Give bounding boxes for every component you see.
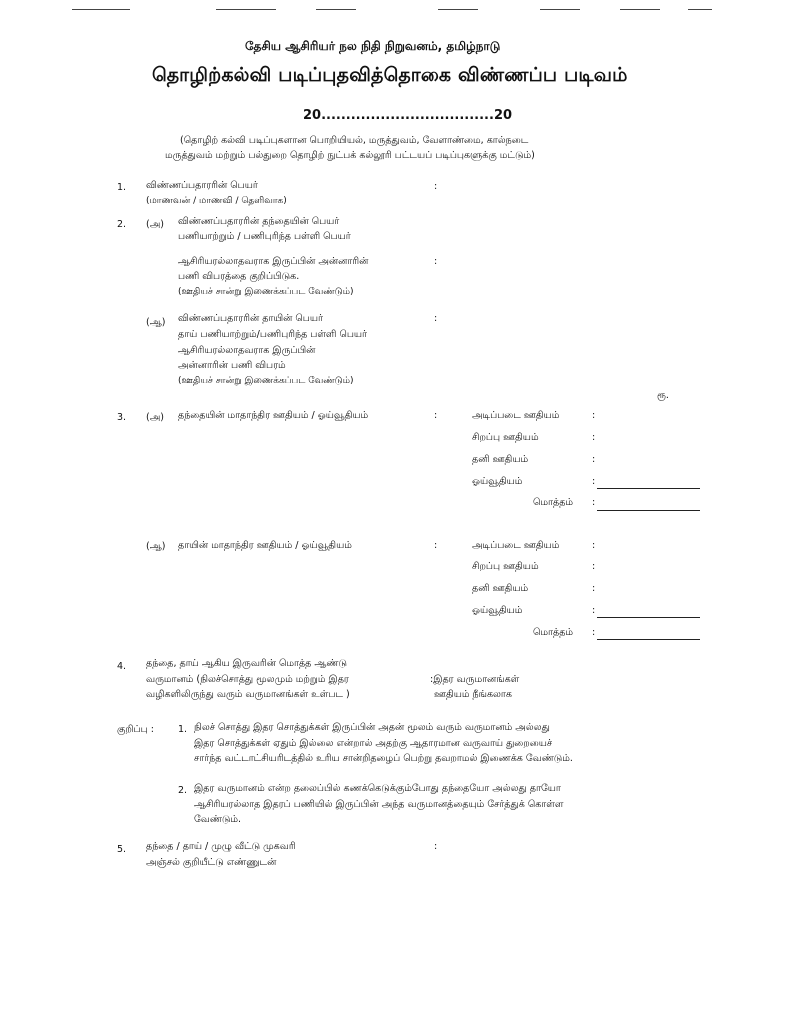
salary-certificate-note: (ஊதியச் சான்று இணைக்கப்பட வேண்டும்): [178, 287, 354, 297]
form-subtitle-line-1: (தொழிற் கல்வி படிப்புகளான பொறியியல், மருத்துவம், வேளாண்மை, கால்நடை: [180, 135, 529, 146]
father-income-label: தந்தையின் மாதாந்திர ஊதியம் / ஓய்வூதியம்: [178, 410, 369, 421]
personal-pay-label: தனி ஊதியம்: [472, 583, 529, 594]
annual-income-label-line-3: வழிகளிலிருந்து வரும் வருமானங்கள் உள்பட ): [146, 689, 350, 700]
pension-input-line[interactable]: [597, 488, 700, 489]
note-2-line-2: ஆசிரியரல்லாத இதரப் பணியில் இருப்பின் அந்த வருமானத்தையும் சேர்த்துக் கொள்ள: [194, 799, 564, 810]
mother-job-hint: அன்னாரின் பணி விபரம்: [178, 360, 286, 371]
applicant-name-hint: (மாணவன் / மாணவி / தெளிவாக): [146, 196, 287, 206]
pincode-label: அஞ்சல் குறியீட்டு எண்ணுடன்: [146, 857, 277, 868]
other-income-label: :இதர வருமானங்கள்: [430, 674, 520, 685]
note-label: குறிப்பு :: [117, 724, 154, 735]
question-number: 3.: [117, 412, 127, 423]
field-colon: :: [434, 256, 438, 267]
mother-school-label: தாய் பணியாற்றும்/பணிபுரிந்த பள்ளி பெயர்: [178, 329, 368, 340]
mother-job-label: ஆசிரியரல்லாதவராக இருப்பின்: [178, 345, 316, 356]
field-colon: :: [592, 627, 596, 638]
field-colon: :: [434, 313, 438, 324]
scan-top-line: [438, 9, 478, 10]
note-1-line-2: இதர சொத்துக்கள் ஏதும் இல்லை என்றால் அதற்கு ஆதாரமான வருவாய் துறையைச்: [194, 738, 553, 749]
father-job-label: ஆசிரியரல்லாதவராக இருப்பின் அன்னாரின்: [178, 256, 369, 267]
basic-pay-label: அடிப்படை ஊதியம்: [472, 410, 560, 421]
father-school-label: பணியாற்றும் / பணிபுரிந்த பள்ளி பெயர்: [178, 231, 351, 242]
mother-income-label: தாயின் மாதாந்திர ஊதியம் / ஓய்வூதியம்: [178, 540, 352, 551]
rupee-symbol: ரூ.: [657, 390, 669, 401]
sub-item-marker: (ஆ): [146, 317, 166, 328]
sub-item-marker: (அ): [146, 219, 164, 230]
address-label: தந்தை / தாய் / முழு வீட்டு முகவரி: [146, 841, 296, 852]
academic-year-field[interactable]: 20...................................20: [303, 108, 513, 123]
applicant-name-label: விண்ணப்பதாரரின் பெயர்: [146, 180, 258, 191]
form-subtitle-line-2: மருத்துவம் மற்றும் பல்துறை தொழிற் நுட்பக் கல்லூரி பட்டயப் படிப்புகளுக்கு மட்டும்): [165, 150, 535, 161]
field-colon: :: [592, 540, 596, 551]
question-number: 4.: [117, 661, 127, 672]
question-number: 1.: [117, 182, 127, 193]
field-colon: :: [592, 497, 596, 508]
field-colon: :: [592, 410, 596, 421]
question-number: 2.: [117, 219, 127, 230]
note-2-line-1: இதர வருமானம் என்ற தலைப்பில் கணக்கெடுக்கும்போது தந்தையோ அல்லது தாயோ: [194, 783, 561, 794]
note-1-line-3: சார்ந்த வட்டாட்சியரிடத்தில் உரிய சான்றிதழைப் பெற்று தவறாமல் இணைக்க வேண்டும்.: [194, 753, 573, 764]
salary-certificate-note: (ஊதியச் சான்று இணைக்கப்பட வேண்டும்): [178, 376, 354, 386]
field-colon: :: [434, 410, 438, 421]
note-2-line-3: வேண்டும்.: [194, 814, 242, 825]
sub-item-marker: (அ): [146, 412, 164, 423]
total-label: மொத்தம்: [533, 627, 574, 638]
annual-income-label-line-1: தந்தை, தாய் ஆகிய இருவரின் மொத்த ஆண்டு: [146, 658, 347, 669]
organization-name: தேசிய ஆசிரியர் நல நிதி நிறுவனம், தமிழ்நாடு: [245, 39, 501, 53]
sub-item-marker: (ஆ): [146, 541, 166, 552]
field-colon: :: [434, 181, 438, 192]
mother-name-label: விண்ணப்பதாரரின் தாயின் பெயர்: [178, 313, 323, 324]
note-1-line-1: நிலச் சொத்து இதர சொத்துக்கள் இருப்பின் அதன் மூலம் வரும் வருமானம் அல்லது: [194, 722, 550, 733]
field-colon: :: [434, 841, 438, 852]
scan-top-line: [540, 9, 580, 10]
field-colon: :: [592, 561, 596, 572]
scan-top-line: [620, 9, 660, 10]
pension-input-line[interactable]: [597, 617, 700, 618]
note-item-number: 2.: [178, 785, 188, 796]
basic-pay-label: அடிப்படை ஊதியம்: [472, 540, 560, 551]
form-title: தொழிற்கல்வி படிப்புதவித்தொகை விண்ணப்ப படிவம்: [152, 64, 628, 86]
field-colon: :: [592, 476, 596, 487]
scan-top-line: [316, 9, 356, 10]
total-input-line[interactable]: [597, 639, 700, 640]
special-pay-label: சிறப்பு ஊதியம்: [472, 561, 539, 572]
scan-top-line: [688, 9, 712, 10]
field-colon: :: [592, 454, 596, 465]
note-item-number: 1.: [178, 724, 188, 735]
excluding-salary-label: ஊதியம் நீங்கலாக: [434, 689, 512, 700]
father-job-hint: பணி விபரத்தை குறிப்பிடுக.: [178, 271, 300, 282]
scan-top-line: [216, 9, 276, 10]
annual-income-label-line-2: வருமானம் (நிலச்சொத்து மூலமும் மற்றும் இதர: [146, 674, 349, 685]
field-colon: :: [592, 605, 596, 616]
personal-pay-label: தனி ஊதியம்: [472, 454, 529, 465]
special-pay-label: சிறப்பு ஊதியம்: [472, 432, 539, 443]
total-input-line[interactable]: [597, 510, 700, 511]
father-name-label: விண்ணப்பதாரரின் தந்தையின் பெயர்: [178, 216, 340, 227]
question-number: 5.: [117, 844, 127, 855]
field-colon: :: [592, 432, 596, 443]
field-colon: :: [592, 583, 596, 594]
scan-top-line: [72, 9, 130, 10]
pension-label: ஓய்வூதியம்: [472, 476, 523, 487]
pension-label: ஓய்வூதியம்: [472, 605, 523, 616]
field-colon: :: [434, 540, 438, 551]
total-label: மொத்தம்: [533, 497, 574, 508]
